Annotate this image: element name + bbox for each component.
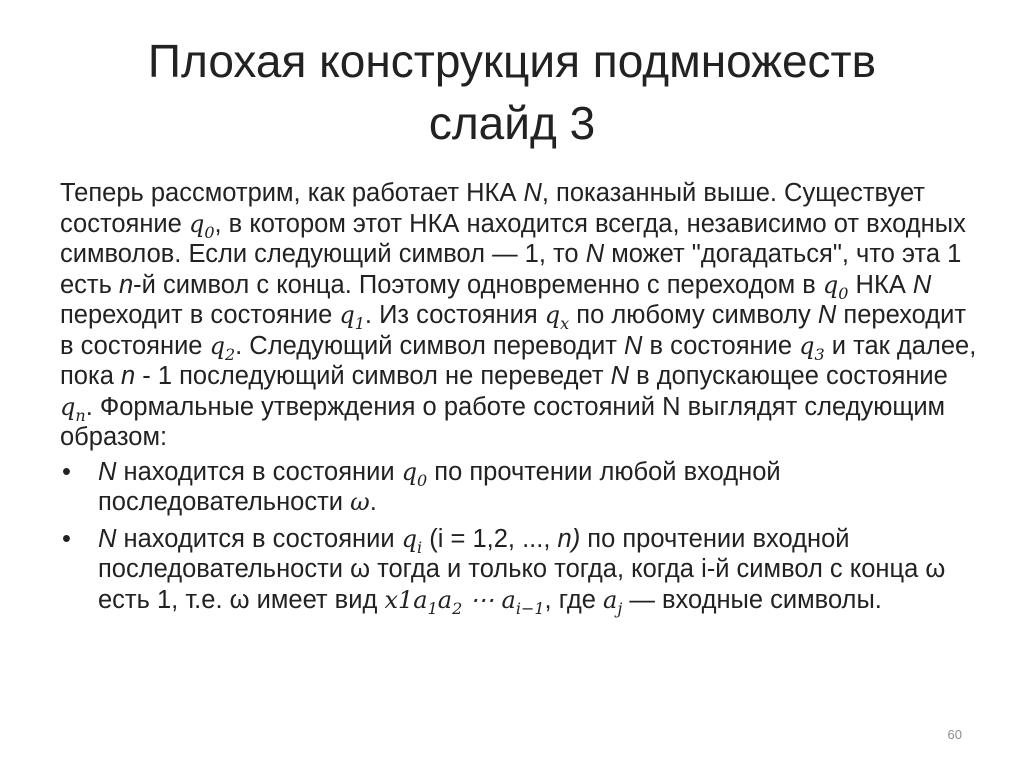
math-q0	[822, 270, 849, 303]
text-run: , в котором этот НКА находится всегда, независимо от входных символов. Если следующий символ — 1, то	[60, 209, 966, 268]
math-base: q	[209, 331, 225, 360]
var-N: N	[98, 524, 117, 553]
math-qx	[544, 301, 570, 333]
math-subscript: j	[617, 598, 623, 618]
text-run: (i = 1,2, ...,	[422, 524, 558, 553]
text-run: НКА	[848, 270, 913, 299]
math-qi	[401, 524, 423, 557]
bullet-marker: •	[62, 457, 71, 486]
math-base: q	[544, 301, 561, 329]
text-run: по прочтении входной последовательности ω тогда и только тогда, когда i-й символ с конца ω есть 1, т.е. ω имеет вид	[98, 524, 946, 614]
text-run: по прочтении любой входной последовательности	[98, 457, 781, 516]
math-q0	[401, 457, 428, 490]
math-subscript: 1	[354, 314, 365, 333]
math-subscript: 2	[224, 344, 236, 364]
var-N: N	[817, 301, 837, 329]
math-subscript: 0	[838, 283, 849, 303]
math-base: q	[60, 392, 76, 421]
var-N: N	[585, 240, 605, 268]
math-base: x1	[384, 585, 414, 614]
text-run: , где	[544, 585, 604, 614]
var-n: n)	[557, 524, 581, 553]
text-run: Теперь рассмотрим, как работает НКА	[60, 179, 524, 207]
text-run: по любому символу	[569, 301, 818, 329]
math-qn	[60, 392, 86, 425]
math-subscript: 3	[814, 344, 825, 364]
math-q2	[209, 331, 236, 364]
text-run: . Следующий символ переводит	[235, 331, 625, 360]
math-base: q	[339, 301, 355, 329]
math-base: q	[401, 524, 418, 553]
math-base: a	[437, 585, 453, 614]
bullet-item-2	[60, 524, 980, 616]
text-run: и так далее, пока	[60, 331, 977, 390]
math-q1	[339, 301, 365, 333]
bullet-list	[60, 457, 980, 616]
math-base: a	[501, 585, 516, 614]
var-n: n	[120, 362, 136, 390]
page-number: 60	[947, 727, 962, 742]
slide-title	[40, 30, 984, 154]
text-run: - 1 последующий символ не переведет	[135, 362, 611, 390]
math-subscript: 0	[204, 222, 215, 242]
bullet-item-1	[60, 457, 980, 518]
math-base: q	[822, 270, 839, 299]
math-base: q	[188, 209, 205, 238]
text-run: , показанный выше. Существует состояние	[60, 179, 925, 238]
var-n: n	[118, 270, 134, 299]
text-run: в допускающее состояние	[629, 362, 948, 390]
var-N: N	[912, 270, 932, 299]
math-subscript: i−1	[515, 598, 545, 618]
math-subscript: 0	[417, 470, 428, 490]
math-base: q	[401, 457, 418, 486]
text-run: может "догадаться", что эта 1 есть	[60, 240, 962, 299]
bullet-marker: •	[62, 524, 71, 553]
math-expression	[384, 585, 545, 618]
var-N: N	[98, 457, 117, 486]
math-subscript: 2	[452, 598, 463, 618]
slide-body	[60, 178, 980, 621]
slide-title-line-1: Плохая конструкция подмножеств	[147, 35, 877, 87]
text-run: — входные символы.	[622, 585, 882, 614]
text-run: переходит в состояние	[60, 301, 340, 329]
var-N: N	[624, 331, 643, 360]
text-run: .	[369, 488, 377, 516]
var-N: N	[610, 362, 630, 390]
text-run: в состояние	[642, 331, 800, 360]
math-cdots: ⋯	[462, 585, 502, 614]
math-subscript: n	[75, 405, 86, 425]
text-run: -й символ с конца. Поэтому одновременно с переходом в	[133, 270, 823, 299]
text-run: находится в состоянии	[116, 524, 402, 553]
math-q3	[799, 331, 825, 364]
math-subscript: i	[417, 537, 423, 557]
body-paragraph	[60, 178, 980, 453]
math-base: a	[413, 585, 428, 614]
math-q0	[188, 209, 215, 242]
text-run: переходит в состояние	[60, 301, 967, 360]
text-run: . Формальные утверждения о работе состояний N выглядят следующим образом:	[60, 392, 946, 451]
text-run: находится в состоянии	[116, 457, 402, 486]
slide-title-line-2: слайд 3	[428, 97, 596, 149]
text-run: . Из состояния	[364, 301, 545, 329]
math-subscript: 1	[427, 598, 438, 618]
math-aj	[603, 585, 623, 618]
math-base: a	[603, 585, 618, 614]
math-omega: ω	[350, 488, 370, 516]
var-N: N	[523, 179, 542, 207]
math-subscript: x	[560, 314, 570, 333]
math-base: q	[799, 331, 815, 360]
